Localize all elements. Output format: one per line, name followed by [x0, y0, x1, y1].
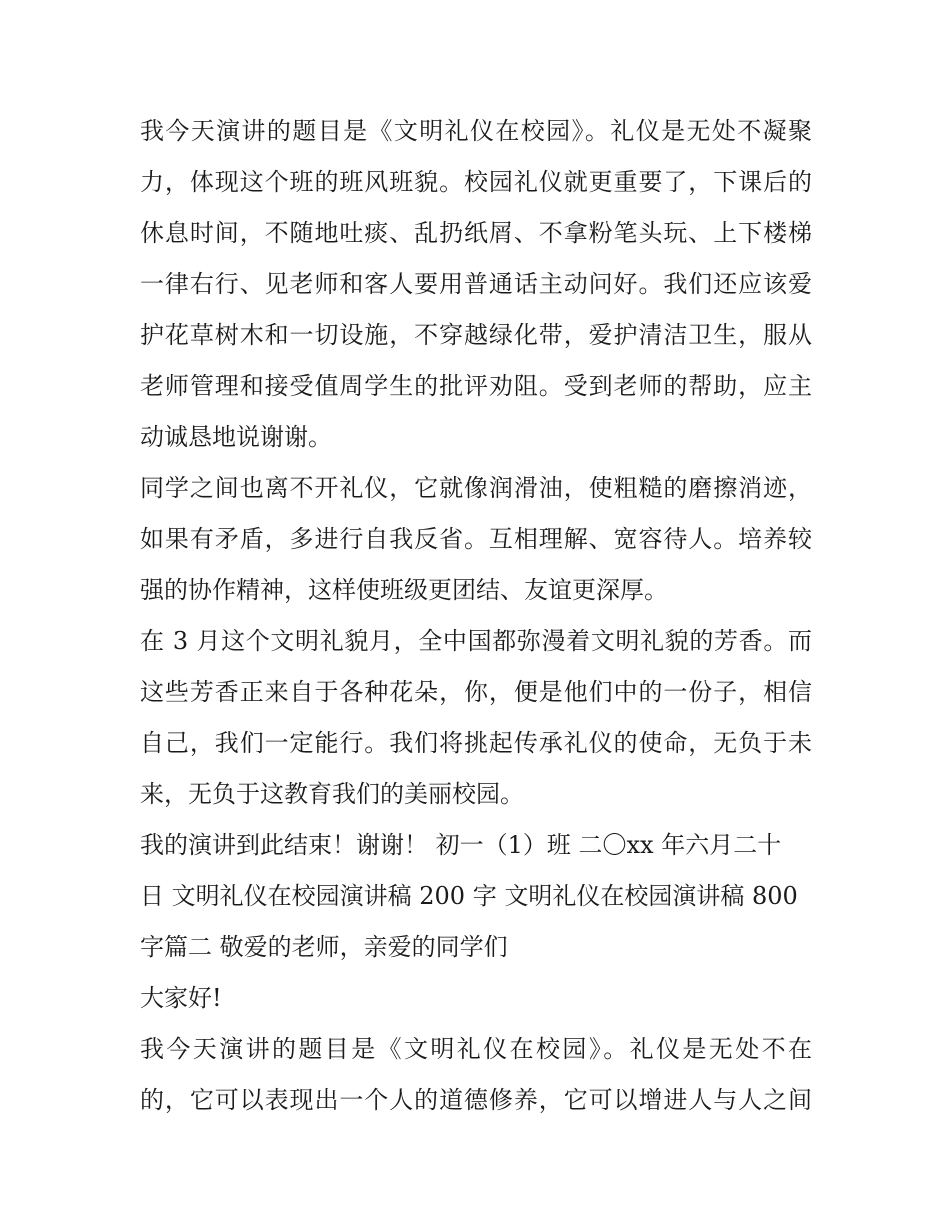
text-line: 一律右行、见老师和客人要用普通话主动问好。我们还应该爱 [140, 270, 812, 298]
text-line: 如果有矛盾，多进行自我反省。互相理解、宽容待人。培养较 [140, 525, 812, 553]
text-line: 护花草树木和一切设施，不穿越绿化带，爱护清洁卫生，服从 [140, 321, 812, 349]
text-line: 的，它可以表现出一个人的道德修养，它可以增进人与人之间 [140, 1086, 812, 1114]
text-line: 大家好! [140, 984, 222, 1012]
text-line: 我今天演讲的题目是《文明礼仪在校园》。礼仪是无处不在 [140, 1035, 812, 1063]
text-line: 我的演讲到此结束！谢谢！ 初一（1）班 二〇xx 年六月二十 [140, 831, 782, 859]
text-line: 休息时间，不随地吐痰、乱扔纸屑、不拿粉笔头玩、上下楼梯 [140, 219, 812, 247]
text-line: 老师管理和接受值周学生的批评劝阻。受到老师的帮助，应主 [140, 372, 812, 400]
text-line: 动诚恳地说谢谢。 [140, 423, 332, 451]
text-line: 自己，我们一定能行。我们将挑起传承礼仪的使命，无负于未 [140, 729, 812, 757]
text-line: 我今天演讲的题目是《文明礼仪在校园》。礼仪是无处不凝聚 [140, 117, 812, 145]
text-line: 字篇二 敬爱的老师，亲爱的同学们 [140, 933, 508, 961]
body-text [140, 106, 812, 1126]
text-line: 在 3 月这个文明礼貌月，全中国都弥漫着文明礼貌的芳香。而 [140, 627, 812, 655]
text-line: 日 文明礼仪在校园演讲稿 200 字 文明礼仪在校园演讲稿 800 [140, 882, 798, 910]
text-line: 同学之间也离不开礼仪，它就像润滑油，使粗糙的磨擦消迹， [140, 474, 812, 502]
text-line: 力，体现这个班的班风班貌。校园礼仪就更重要了，下课后的 [140, 168, 812, 196]
text-line: 强的协作精神，这样使班级更团结、友谊更深厚。 [140, 576, 668, 604]
text-line: 这些芳香正来自于各种花朵，你，便是他们中的一份子，相信 [140, 678, 812, 706]
text-line: 来，无负于这教育我们的美丽校园。 [140, 780, 524, 808]
